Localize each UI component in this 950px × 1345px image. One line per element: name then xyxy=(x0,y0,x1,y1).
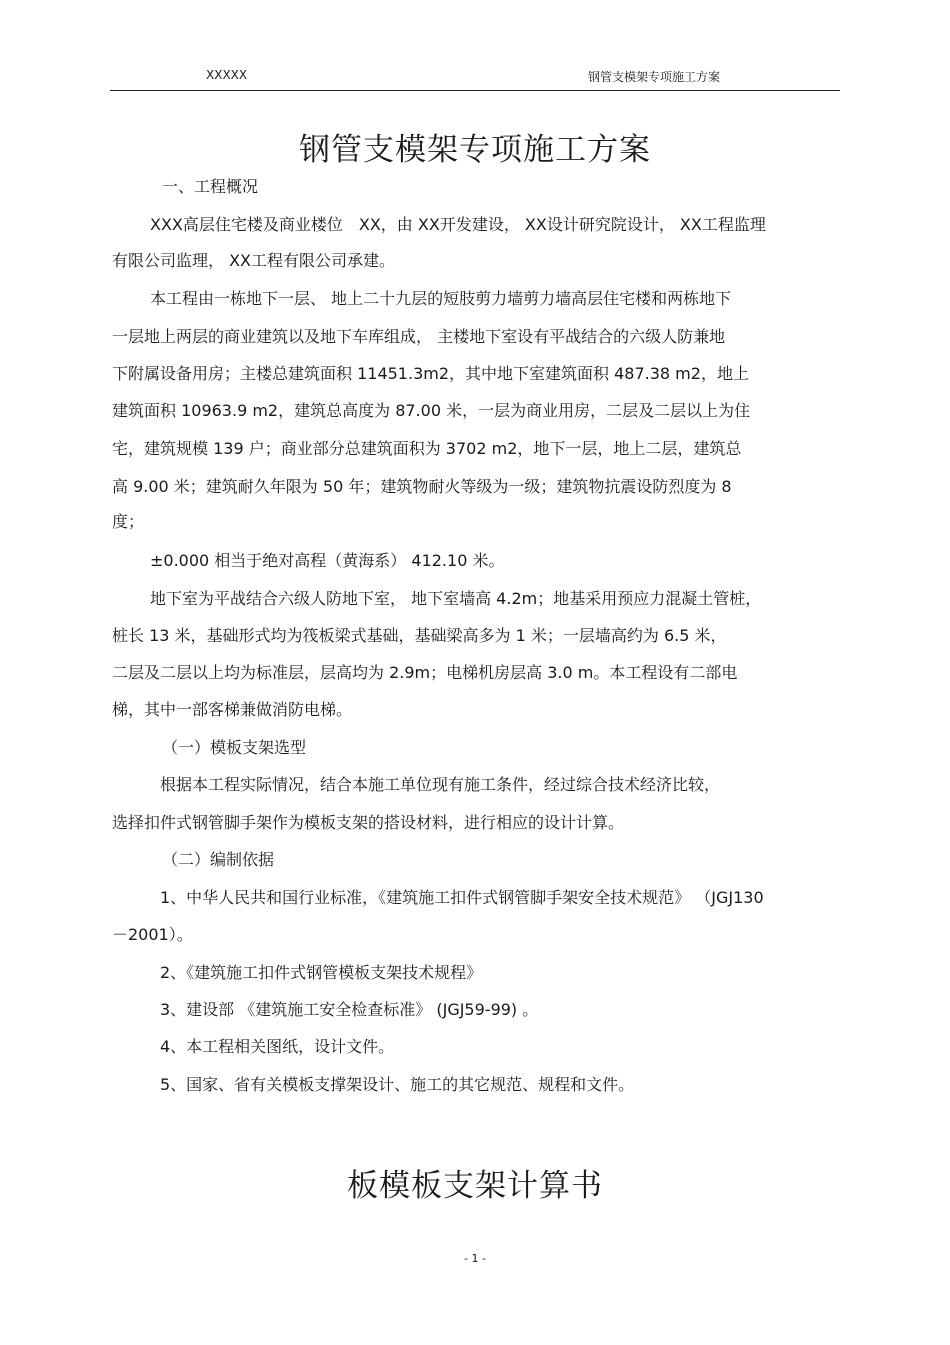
paragraph-line: ±0.000 相当于绝对高程（黄海系） 412.10 米。 xyxy=(150,551,505,570)
paragraph-line: 建筑面积 10963.9 m2，建筑总高度为 87.00 米，一层为商业用房，二层及二层以上为住 xyxy=(112,401,751,420)
header-left-text: XXXXX xyxy=(206,68,248,82)
paragraph-line: 根据本工程实际情况，结合本施工单位现有施工条件，经过综合技术经济比较， xyxy=(160,775,721,794)
paragraph-line: 一层地上两层的商业建筑以及地下车库组成， 主楼地下室设有平战结合的六级人防兼地 xyxy=(112,327,726,346)
page-number: - 1 - xyxy=(464,1252,486,1265)
reference-item: 2、《建筑施工扣件式钢管模板支架技术规程》 xyxy=(160,963,483,982)
subsection-heading: （二）编制依据 xyxy=(162,850,275,869)
paragraph-line: 地下室为平战结合六级人防地下室， 地下室墙高 4.2m；地基采用预应力混凝土管桩， xyxy=(150,589,762,608)
document-title: 钢管支模架专项施工方案 xyxy=(299,132,651,168)
reference-item: －2001）。 xyxy=(112,925,193,944)
paragraph-line: 高 9.00 米；建筑耐久年限为 50 年；建筑物耐火等级为一级；建筑物抗震设防烈度为 8 xyxy=(112,477,732,496)
paragraph-line: 二层及二层以上均为标准层，层高均为 2.9m；电梯机房层高 3.0 m。本工程设有二部电 xyxy=(112,663,738,682)
paragraph-line: 本工程由一栋地下一层、 地上二十九层的短肢剪力墙剪力墙高层住宅楼和两栋地下 xyxy=(150,289,732,308)
paragraph-line: 宅，建筑规模 139 户；商业部分总建筑面积为 3702 m2，地下一层，地上二层，建筑总 xyxy=(112,439,742,458)
paragraph-line: 桩长 13 米，基础形式均为筏板梁式基础，基础梁高多为 1 米；一层墙高约为 6.5 米， xyxy=(112,626,727,645)
header-right-text: 钢管支模架专项施工方案 xyxy=(588,70,721,84)
paragraph-line: 度； xyxy=(112,512,145,531)
paragraph-line: XXX高层住宅楼及商业楼位 XX，由 XX开发建设， XX设计研究院设计， XX工程监理 xyxy=(150,215,766,234)
subsection-heading: （一）模板支架选型 xyxy=(162,738,307,757)
paragraph-line: 有限公司监理， XX工程有限公司承建。 xyxy=(112,251,396,270)
paragraph-line: 下附属设备用房；主楼总建筑面积 11451.3m2，其中地下室建筑面积 487.38 m2，地上 xyxy=(112,364,749,383)
paragraph-line: 梯，其中一部客梯兼做消防电梯。 xyxy=(112,700,353,719)
header-divider xyxy=(110,90,840,91)
reference-item: 1、中华人民共和国行业标准，《建筑施工扣件式钢管脚手架安全技术规范》 （JGJ130 xyxy=(160,888,764,907)
reference-item: 4、本工程相关图纸，设计文件。 xyxy=(160,1037,395,1056)
reference-item: 3、建设部 《建筑施工安全检查标准》 (JGJ59-99) 。 xyxy=(160,1000,539,1019)
paragraph-line: 选择扣件式钢管脚手架作为模板支架的搭设材料，进行相应的设计计算。 xyxy=(112,813,625,832)
section-title: 板模板支架计算书 xyxy=(347,1168,603,1204)
reference-item: 5、国家、省有关模板支撑架设计、施工的其它规范、规程和文件。 xyxy=(160,1075,635,1094)
section-heading: 一、工程概况 xyxy=(162,177,259,196)
